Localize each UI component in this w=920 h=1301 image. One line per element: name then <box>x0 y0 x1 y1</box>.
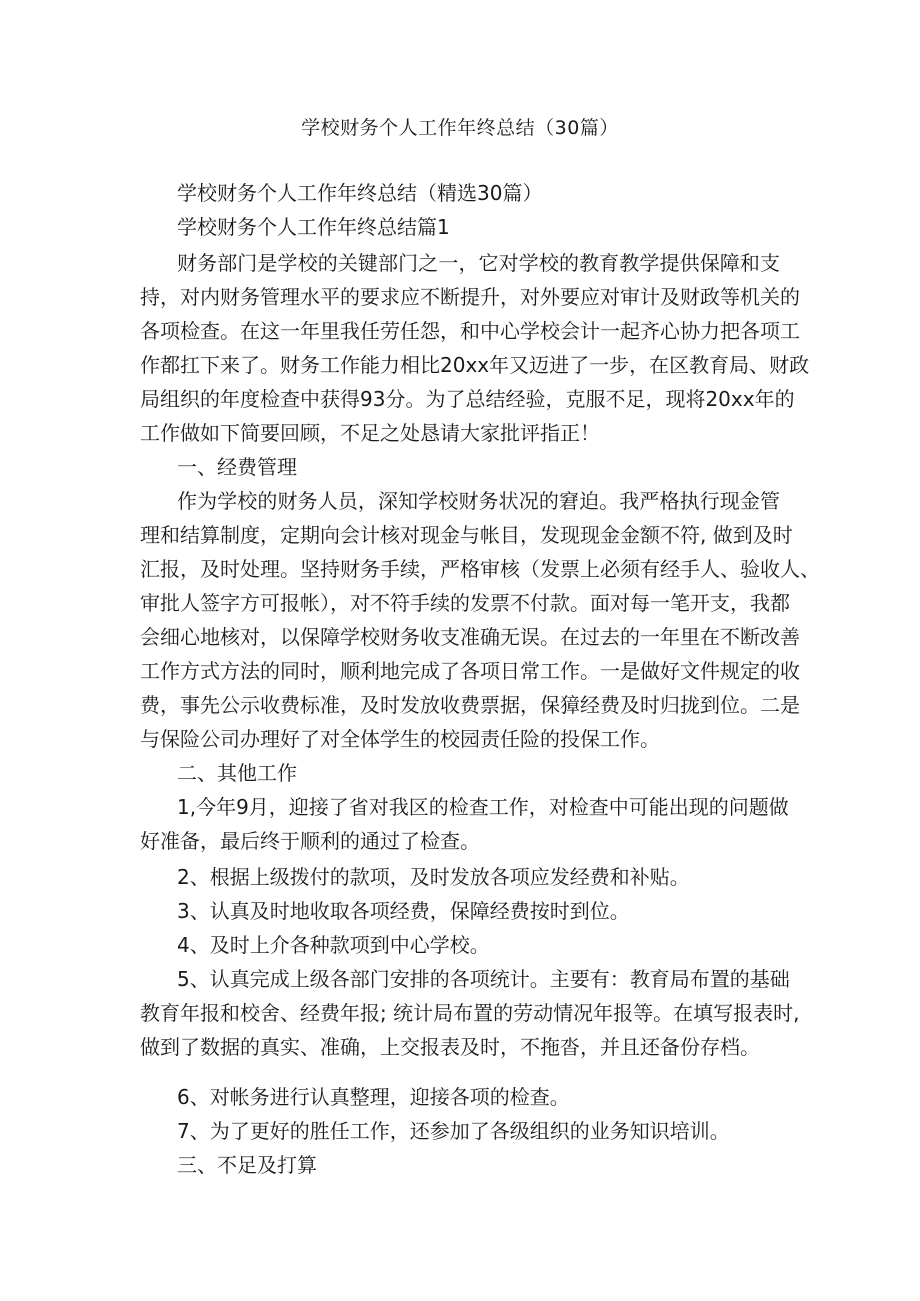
paragraph-line: 作都扛下来了。财务工作能力相比20xx年又迈进了一步，在区教育局、财政 <box>140 353 810 377</box>
list-item: 3、认真及时地收取各项经费，保障经费按时到位。 <box>177 899 630 923</box>
paragraph-line: 理和结算制度，定期向会计核对现金与帐目，发现现金金额不符, 做到及时 <box>140 523 793 547</box>
paragraph-line: 费，事先公示收费标准，及时发放收费票据，保獐经费及时归拢到位。二是 <box>140 693 800 717</box>
paragraph-line: 汇报，及时处理。坚持财务手续，严格审核（发票上必须有经手人、验收人、 <box>140 557 820 581</box>
list-item-line: 做到了数据的真实、准确，上交报表及时，不拖沓，并且还备份存档。 <box>140 1035 760 1059</box>
section-heading: 二、其他工作 <box>177 761 297 785</box>
section-heading: 三、不足及打算 <box>177 1153 317 1177</box>
paragraph-line: 审批人签字方可报帐），对不符手续的发票不付款。面对每一笔开支，我都 <box>140 591 790 615</box>
section-heading: 一、经费管理 <box>177 455 297 479</box>
paragraph-line: 工作做如下简要回顾，不足之处恳请大家批评指正！ <box>140 421 600 445</box>
list-item-line: 5、认真完成上级各部门安排的各项统计。主要有：教育局布置的基础 <box>177 967 790 991</box>
paragraph-line: 会细心地核对，以保障学校财务收支准确无误。在过去的一年里在不断改善 <box>140 625 800 649</box>
paragraph-line: 财务部门是学校的关键部门之一，它对学校的教育教学提供保障和支 <box>177 251 780 275</box>
article-heading: 学校财务个人工作年终总结篇1 <box>177 215 450 239</box>
list-item: 6、对帐务进行认真整理，迎接各项的检查。 <box>177 1085 570 1109</box>
list-item-line: 好准备，最后终于顺利的通过了检查。 <box>140 829 480 853</box>
paragraph-line: 与保险公司办理好了对全体学生的校园责任险的投保工作。 <box>140 727 660 751</box>
document-subtitle: 学校财务个人工作年终总结（精选30篇） <box>177 181 543 205</box>
list-item: 7、为了更好的胜任工作，还参加了各级组织的业务知识培训。 <box>177 1119 730 1143</box>
paragraph-line: 作为学校的财务人员，深知学校财务状况的窘迫。我严格执行现金管 <box>177 489 780 513</box>
paragraph-line: 局组织的年度检查中获得93分。为了总结经验，克服不足，现将20xx年的 <box>140 387 795 411</box>
paragraph-line: 持，对内财务管理水平的要求应不断提升，对外要应对审计及财政等机关的 <box>140 285 800 309</box>
list-item: 4、及时上介各种款项到中心学校。 <box>177 933 490 957</box>
paragraph-line: 工作方式方法的同时，顺利地完成了各项日常工作。一是做好文件规定的收 <box>140 659 800 683</box>
list-item: 2、根据上级拨付的款项，及时发放各项应发经费和补贴。 <box>177 865 690 889</box>
list-item-line: 教育年报和校舍、经费年报; 统计局布置的劳动情况年报等。在填写报表时, <box>140 1001 800 1025</box>
paragraph-line: 各项检查。在这一年里我任劳任怨，和中心学校会计一起齐心协力把各项工 <box>140 319 800 343</box>
document-title: 学校财务个人工作年终总结（30篇） <box>301 117 619 139</box>
list-item-line: 1,今年9月，迎接了省对我区的检查工作，对检查中可能出现的问题做 <box>177 795 789 819</box>
